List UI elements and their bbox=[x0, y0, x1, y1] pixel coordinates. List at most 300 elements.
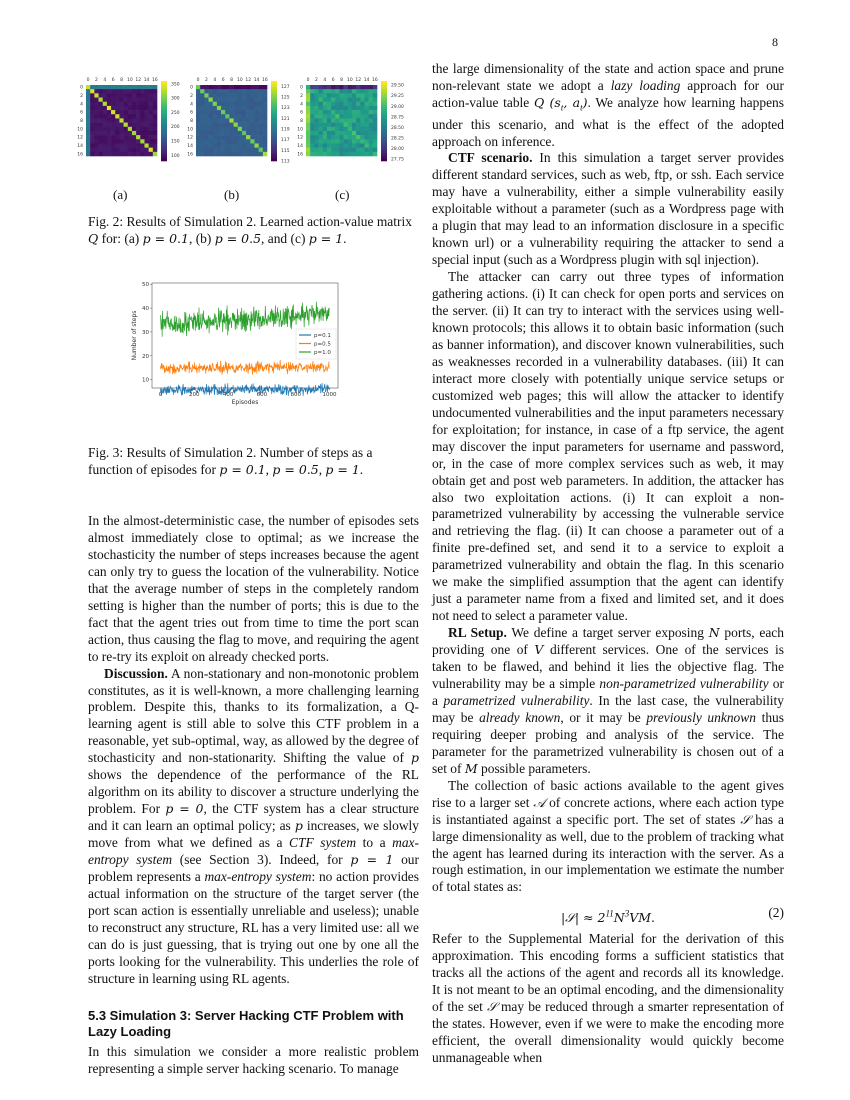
heatmap-cell bbox=[263, 123, 267, 127]
colorbar-segment bbox=[161, 127, 167, 129]
heatmap-cell bbox=[310, 98, 314, 102]
heatmap-cell bbox=[213, 123, 217, 127]
text-run: for: (a) bbox=[98, 231, 143, 246]
heatmap-cell bbox=[360, 93, 364, 97]
heatmap-cell bbox=[229, 102, 233, 106]
heatmap-cell bbox=[111, 114, 115, 118]
heatmap-cell bbox=[209, 123, 213, 127]
heatmap-cell bbox=[319, 139, 323, 143]
heatmap-cell bbox=[331, 139, 335, 143]
heatmap-cell bbox=[263, 114, 267, 118]
heatmap-cell bbox=[144, 114, 148, 118]
x-tick-label: 1000 bbox=[322, 392, 337, 398]
colorbar-segment bbox=[381, 89, 387, 91]
heatmap-cell bbox=[319, 93, 323, 97]
heatmap-cell bbox=[136, 148, 140, 152]
heatmap-cell bbox=[209, 152, 213, 156]
heatmap-cell bbox=[242, 143, 246, 147]
heatmap-cell bbox=[111, 89, 115, 93]
heatmap-cell bbox=[319, 148, 323, 152]
heatmap-cell bbox=[99, 123, 103, 127]
heatmap-cell bbox=[242, 135, 246, 139]
colorbar-segment bbox=[381, 85, 387, 87]
heatmap-cell bbox=[323, 123, 327, 127]
heatmap-cell bbox=[149, 131, 153, 135]
heatmap-cell bbox=[200, 123, 204, 127]
heatmap-cell bbox=[238, 110, 242, 114]
heatmap-cell bbox=[103, 143, 107, 147]
colorbar-segment bbox=[381, 111, 387, 113]
heatmap-cell bbox=[238, 106, 242, 110]
colorbar-segment bbox=[381, 133, 387, 135]
heatmap-cell bbox=[319, 106, 323, 110]
x-tick-label: 600 bbox=[256, 392, 268, 398]
heatmap-cell bbox=[124, 93, 128, 97]
heatmap-cell bbox=[128, 114, 132, 118]
heatmap-cell bbox=[204, 118, 208, 122]
heatmap-cell bbox=[103, 93, 107, 97]
heatmap-cell bbox=[221, 98, 225, 102]
colorbar-segment bbox=[381, 149, 387, 151]
heatmap-cell bbox=[335, 89, 339, 93]
heatmap-cell bbox=[196, 110, 200, 114]
heatmap-cell bbox=[217, 98, 221, 102]
heatmap-cell bbox=[352, 98, 356, 102]
heatmap-cell bbox=[99, 114, 103, 118]
heatmap-cell bbox=[217, 114, 221, 118]
colorbar-segment bbox=[271, 125, 277, 127]
heatmap-cell bbox=[144, 135, 148, 139]
colorbar-segment bbox=[271, 131, 277, 133]
heatmap-cell bbox=[339, 148, 343, 152]
heatmap-cell bbox=[364, 143, 368, 147]
heatmap-cell bbox=[140, 148, 144, 152]
y-tick-label: 50 bbox=[142, 282, 149, 289]
heatmap-cell bbox=[217, 139, 221, 143]
heatmap-cell bbox=[327, 123, 331, 127]
heatmap-cell bbox=[196, 89, 200, 93]
heatmap-cell bbox=[149, 123, 153, 127]
heatmap-cell bbox=[238, 93, 242, 97]
y-tick-label: 6 bbox=[80, 110, 83, 116]
heatmap-cell bbox=[149, 85, 153, 89]
heatmap-cell bbox=[103, 127, 107, 131]
heatmap-cell bbox=[196, 135, 200, 139]
heatmap-cell bbox=[144, 127, 148, 131]
heatmap-cell bbox=[111, 98, 115, 102]
heatmap-cell bbox=[250, 152, 254, 156]
heatmap-cell bbox=[331, 98, 335, 102]
heatmap-cell bbox=[254, 139, 258, 143]
colorbar-segment bbox=[271, 159, 277, 161]
heatmap-cell bbox=[263, 152, 267, 156]
y-tick-label: 40 bbox=[142, 306, 149, 313]
colorbar-segment bbox=[271, 127, 277, 129]
heatmap-cell bbox=[221, 139, 225, 143]
heatmap-cell bbox=[310, 139, 314, 143]
heatmap-cell bbox=[339, 152, 343, 156]
colorbar-segment bbox=[271, 101, 277, 103]
heatmap-cell bbox=[149, 110, 153, 114]
heatmap-cell bbox=[128, 131, 132, 135]
heatmap-cell bbox=[124, 98, 128, 102]
heatmap-cell bbox=[242, 118, 246, 122]
colorbar-tick-label: 27.75 bbox=[391, 157, 404, 163]
heatmap-cell bbox=[204, 152, 208, 156]
figure-3-line-chart bbox=[120, 275, 370, 425]
heatmap-cell bbox=[111, 93, 115, 97]
colorbar-segment bbox=[161, 111, 167, 113]
heatmap-cell bbox=[369, 127, 373, 131]
colorbar-segment bbox=[271, 113, 277, 115]
heatmap-cell bbox=[364, 127, 368, 131]
heatmap-cell bbox=[373, 123, 377, 127]
heatmap-cell bbox=[153, 131, 157, 135]
heatmap-cell bbox=[356, 143, 360, 147]
heatmap-cell bbox=[111, 152, 115, 156]
heatmap-cell bbox=[335, 110, 339, 114]
heatmap-cell bbox=[352, 118, 356, 122]
heatmap-cell bbox=[103, 118, 107, 122]
heatmap-cell bbox=[259, 152, 263, 156]
heatmap-cell bbox=[234, 93, 238, 97]
heatmap-cell bbox=[314, 110, 318, 114]
heatmap-cell bbox=[213, 143, 217, 147]
text-run: shows the dependence of the performance of the RL algorithm on its ability to discover a structure underlying the problem. For bbox=[88, 767, 419, 817]
colorbar-segment bbox=[381, 125, 387, 127]
heatmap-cell bbox=[140, 85, 144, 89]
heatmap-a bbox=[77, 77, 179, 161]
heatmap-cell bbox=[352, 102, 356, 106]
heatmap-cell bbox=[254, 106, 258, 110]
heatmap-cell bbox=[225, 143, 229, 147]
heatmap-cell bbox=[352, 152, 356, 156]
heatmap-cell bbox=[86, 98, 90, 102]
colorbar-segment bbox=[381, 113, 387, 115]
heatmap-cell bbox=[144, 98, 148, 102]
colorbar-segment bbox=[161, 137, 167, 139]
heatmap-cell bbox=[254, 123, 258, 127]
heatmap-cell bbox=[204, 93, 208, 97]
heatmap-c bbox=[297, 77, 404, 162]
heatmap-cell bbox=[263, 139, 267, 143]
y-tick-label: 0 bbox=[300, 85, 303, 91]
text-run: (see Section 3). Indeed, for bbox=[172, 852, 351, 868]
heatmap-cell bbox=[115, 143, 119, 147]
colorbar-tick-label: 119 bbox=[281, 127, 290, 133]
heatmap-cell bbox=[319, 102, 323, 106]
heatmap-cell bbox=[111, 135, 115, 139]
heatmap-cell bbox=[144, 143, 148, 147]
heatmap-cell bbox=[263, 118, 267, 122]
text-run: increases, we slowly move from what we defined as a bbox=[88, 818, 420, 851]
heatmap-cell bbox=[234, 152, 238, 156]
heatmap-cell bbox=[369, 152, 373, 156]
colorbar-segment bbox=[271, 97, 277, 99]
heatmap-cell bbox=[250, 123, 254, 127]
heatmap-cell bbox=[115, 102, 119, 106]
text-run: . bbox=[359, 462, 364, 477]
heatmap-cell bbox=[213, 118, 217, 122]
heatmap-cell bbox=[140, 152, 144, 156]
heatmap-cell bbox=[242, 114, 246, 118]
math-text: N bbox=[613, 909, 625, 925]
heatmap-cell bbox=[200, 85, 204, 89]
heatmap-cell bbox=[335, 85, 339, 89]
heatmap-cell bbox=[339, 93, 343, 97]
heatmap-cell bbox=[356, 127, 360, 131]
heatmap-cell bbox=[229, 93, 233, 97]
heatmap-cell bbox=[128, 102, 132, 106]
heatmap-cell bbox=[310, 127, 314, 131]
colorbar-segment bbox=[161, 109, 167, 111]
heatmap-cell bbox=[242, 85, 246, 89]
heatmap-cell bbox=[209, 110, 213, 114]
heatmap-cell bbox=[339, 127, 343, 131]
heatmap-cell bbox=[319, 110, 323, 114]
heatmap-cell bbox=[238, 118, 242, 122]
math-text: M bbox=[464, 760, 478, 776]
colorbar-segment bbox=[381, 141, 387, 143]
math-text: p = 1 bbox=[350, 852, 394, 868]
heatmap-cell bbox=[144, 93, 148, 97]
colorbar-segment bbox=[381, 101, 387, 103]
paragraph bbox=[88, 1044, 419, 1078]
heatmap-cell bbox=[196, 139, 200, 143]
colorbar-segment bbox=[381, 95, 387, 97]
math-text: p = 0.1 bbox=[142, 231, 189, 246]
heatmap-cell bbox=[360, 118, 364, 122]
heatmap-cell bbox=[327, 93, 331, 97]
heatmap-cell bbox=[94, 85, 98, 89]
heatmap-cell bbox=[246, 106, 250, 110]
heatmap-cell bbox=[319, 127, 323, 131]
heatmap-cell bbox=[217, 106, 221, 110]
heatmap-cell bbox=[364, 98, 368, 102]
heatmap-cell bbox=[124, 152, 128, 156]
section-heading: 5.3 Simulation 3: Server Hacking CTF Problem with Lazy Loading bbox=[88, 1007, 404, 1039]
heatmap-cell bbox=[306, 131, 310, 135]
text-run: : no action provides actual information on the structure of the target server (the port scan action is essentially unreliable and useless); unable to reconstruct any structure, RL has a very limited use: all we can do is just guessing, that is trying out one by one all the ports looking for the vulnerability. This underlies the role of structure in learning using RL agents. bbox=[88, 869, 419, 986]
heatmap-cell bbox=[132, 114, 136, 118]
heatmap-cell bbox=[323, 114, 327, 118]
heatmap-cell bbox=[136, 102, 140, 106]
heatmap-cell bbox=[306, 93, 310, 97]
heatmap-cell bbox=[250, 139, 254, 143]
heatmap-cell bbox=[225, 131, 229, 135]
heatmap-cell bbox=[327, 118, 331, 122]
heatmap-cell bbox=[144, 139, 148, 143]
paragraph-ctf-scenario bbox=[432, 150, 784, 269]
heatmap-cell bbox=[238, 85, 242, 89]
y-tick-label: 16 bbox=[187, 152, 193, 158]
x-axis-label: Episodes bbox=[231, 399, 259, 406]
heatmap-cell bbox=[225, 118, 229, 122]
y-tick-label: 16 bbox=[297, 152, 303, 158]
heatmap-cell bbox=[217, 118, 221, 122]
heatmap-cell bbox=[229, 127, 233, 131]
heatmap-cell bbox=[238, 98, 242, 102]
colorbar-segment bbox=[161, 133, 167, 135]
colorbar-segment bbox=[271, 93, 277, 95]
heatmap-cell bbox=[306, 152, 310, 156]
heatmap-cell bbox=[196, 143, 200, 147]
colorbar-segment bbox=[271, 123, 277, 125]
heatmap-cell bbox=[94, 123, 98, 127]
y-tick-label: 10 bbox=[142, 377, 149, 384]
colorbar-segment bbox=[381, 137, 387, 139]
heatmap-cell bbox=[373, 102, 377, 106]
math-text: p bbox=[410, 750, 419, 766]
heatmap-cell bbox=[153, 123, 157, 127]
heatmap-cell bbox=[250, 93, 254, 97]
math-text: p = 0.5 bbox=[214, 231, 262, 246]
x-tick-label: 10 bbox=[126, 78, 133, 83]
heatmap-cell bbox=[229, 123, 233, 127]
heatmap-cell bbox=[213, 102, 217, 106]
heatmap-cell bbox=[314, 85, 318, 89]
heatmap-cell bbox=[204, 89, 208, 93]
heatmap-cell bbox=[99, 118, 103, 122]
heatmap-cell bbox=[213, 135, 217, 139]
heatmap-cell bbox=[319, 85, 323, 89]
heatmap-cell bbox=[327, 110, 331, 114]
emphasis-text: parametrized vulnerability bbox=[443, 692, 590, 708]
heatmap-cell bbox=[246, 98, 250, 102]
heatmap-cell bbox=[209, 102, 213, 106]
heatmap-cell bbox=[140, 89, 144, 93]
colorbar-segment bbox=[161, 125, 167, 127]
heatmap-cell bbox=[335, 131, 339, 135]
y-tick-label: 8 bbox=[190, 119, 193, 124]
heatmap-cell bbox=[356, 123, 360, 127]
colorbar-segment bbox=[271, 109, 277, 111]
heatmap-cell bbox=[229, 85, 233, 89]
heatmap-cell bbox=[124, 118, 128, 122]
colorbar-segment bbox=[271, 155, 277, 157]
heatmap-cell bbox=[128, 135, 132, 139]
colorbar-segment bbox=[381, 139, 387, 141]
colorbar-tick-label: 127 bbox=[281, 84, 290, 90]
colorbar-segment bbox=[161, 117, 167, 119]
colorbar-segment bbox=[161, 151, 167, 153]
heatmap-cell bbox=[348, 98, 352, 102]
x-tick-label: 8 bbox=[340, 78, 343, 83]
heatmap-cell bbox=[344, 110, 348, 114]
heatmap-cell bbox=[213, 85, 217, 89]
x-tick-label: 4 bbox=[103, 78, 107, 83]
math-text: 𝒜 bbox=[533, 794, 546, 810]
heatmap-cell bbox=[225, 98, 229, 102]
heatmap-cell bbox=[335, 114, 339, 118]
heatmap-cell bbox=[119, 98, 123, 102]
colorbar-segment bbox=[271, 129, 277, 131]
heatmap-cell bbox=[107, 127, 111, 131]
x-tick-label: 6 bbox=[221, 78, 225, 83]
heatmap-cell bbox=[99, 106, 103, 110]
y-axis-label: Number of steps bbox=[131, 310, 138, 361]
heatmap-cell bbox=[204, 106, 208, 110]
heatmap-cell bbox=[234, 135, 238, 139]
math-text: p = 1 bbox=[308, 231, 344, 246]
paragraph bbox=[432, 269, 784, 625]
heatmap-cell bbox=[242, 131, 246, 135]
heatmap-cell bbox=[250, 102, 254, 106]
heatmap-cell bbox=[196, 118, 200, 122]
heatmap-cell bbox=[86, 135, 90, 139]
heatmap-cell bbox=[263, 127, 267, 131]
heatmap-cell bbox=[352, 127, 356, 131]
heatmap-cell bbox=[128, 89, 132, 93]
colorbar-tick-label: 200 bbox=[171, 125, 180, 131]
colorbar-segment bbox=[161, 155, 167, 157]
heatmap-cell bbox=[124, 106, 128, 110]
math-text: p = 0 bbox=[165, 801, 204, 817]
heatmap-cell bbox=[196, 148, 200, 152]
heatmap-cell bbox=[90, 135, 94, 139]
heatmap-cell bbox=[140, 98, 144, 102]
heatmap-cell bbox=[153, 135, 157, 139]
heatmap-cell bbox=[242, 127, 246, 131]
heatmap-cell bbox=[136, 127, 140, 131]
heatmap-cell bbox=[306, 127, 310, 131]
heatmap-cell bbox=[352, 106, 356, 110]
x-tick-label: 400 bbox=[222, 392, 234, 398]
heatmap-cell bbox=[352, 123, 356, 127]
heatmap-cell bbox=[221, 123, 225, 127]
heatmap-cell bbox=[356, 110, 360, 114]
heatmap-cell bbox=[90, 127, 94, 131]
heatmap-cell bbox=[327, 89, 331, 93]
heatmap-cell bbox=[128, 152, 132, 156]
heatmap-cell bbox=[204, 123, 208, 127]
heatmap-cell bbox=[149, 114, 153, 118]
heatmap-cell bbox=[344, 114, 348, 118]
colorbar-tick-label: 300 bbox=[171, 96, 180, 102]
heatmap-cell bbox=[128, 93, 132, 97]
heatmap-cell bbox=[204, 102, 208, 106]
heatmap-cell bbox=[369, 114, 373, 118]
heatmap-cell bbox=[344, 148, 348, 152]
heatmap-cell bbox=[335, 148, 339, 152]
heatmap-cell bbox=[140, 127, 144, 131]
run-in-heading: RL Setup. bbox=[448, 625, 507, 641]
heatmap-cell bbox=[107, 98, 111, 102]
colorbar-segment bbox=[381, 83, 387, 85]
heatmap-cell bbox=[111, 102, 115, 106]
colorbar-segment bbox=[161, 107, 167, 109]
heatmap-cell bbox=[86, 152, 90, 156]
heatmap-cell bbox=[246, 127, 250, 131]
heatmap-cell bbox=[204, 131, 208, 135]
heatmap-cell bbox=[90, 148, 94, 152]
equation-2 bbox=[432, 898, 784, 928]
heatmap-cell bbox=[209, 85, 213, 89]
heatmap-cell bbox=[323, 98, 327, 102]
heatmap-cell bbox=[238, 102, 242, 106]
heatmap-cell bbox=[132, 152, 136, 156]
heatmap-cell bbox=[119, 135, 123, 139]
heatmap-cell bbox=[204, 114, 208, 118]
heatmap-cell bbox=[213, 148, 217, 152]
colorbar-segment bbox=[271, 143, 277, 145]
colorbar-segment bbox=[161, 139, 167, 141]
heatmap-cell bbox=[364, 89, 368, 93]
heatmap-cell bbox=[314, 131, 318, 135]
heatmap-cell bbox=[200, 102, 204, 106]
heatmap-cell bbox=[136, 93, 140, 97]
heatmap-cell bbox=[348, 139, 352, 143]
